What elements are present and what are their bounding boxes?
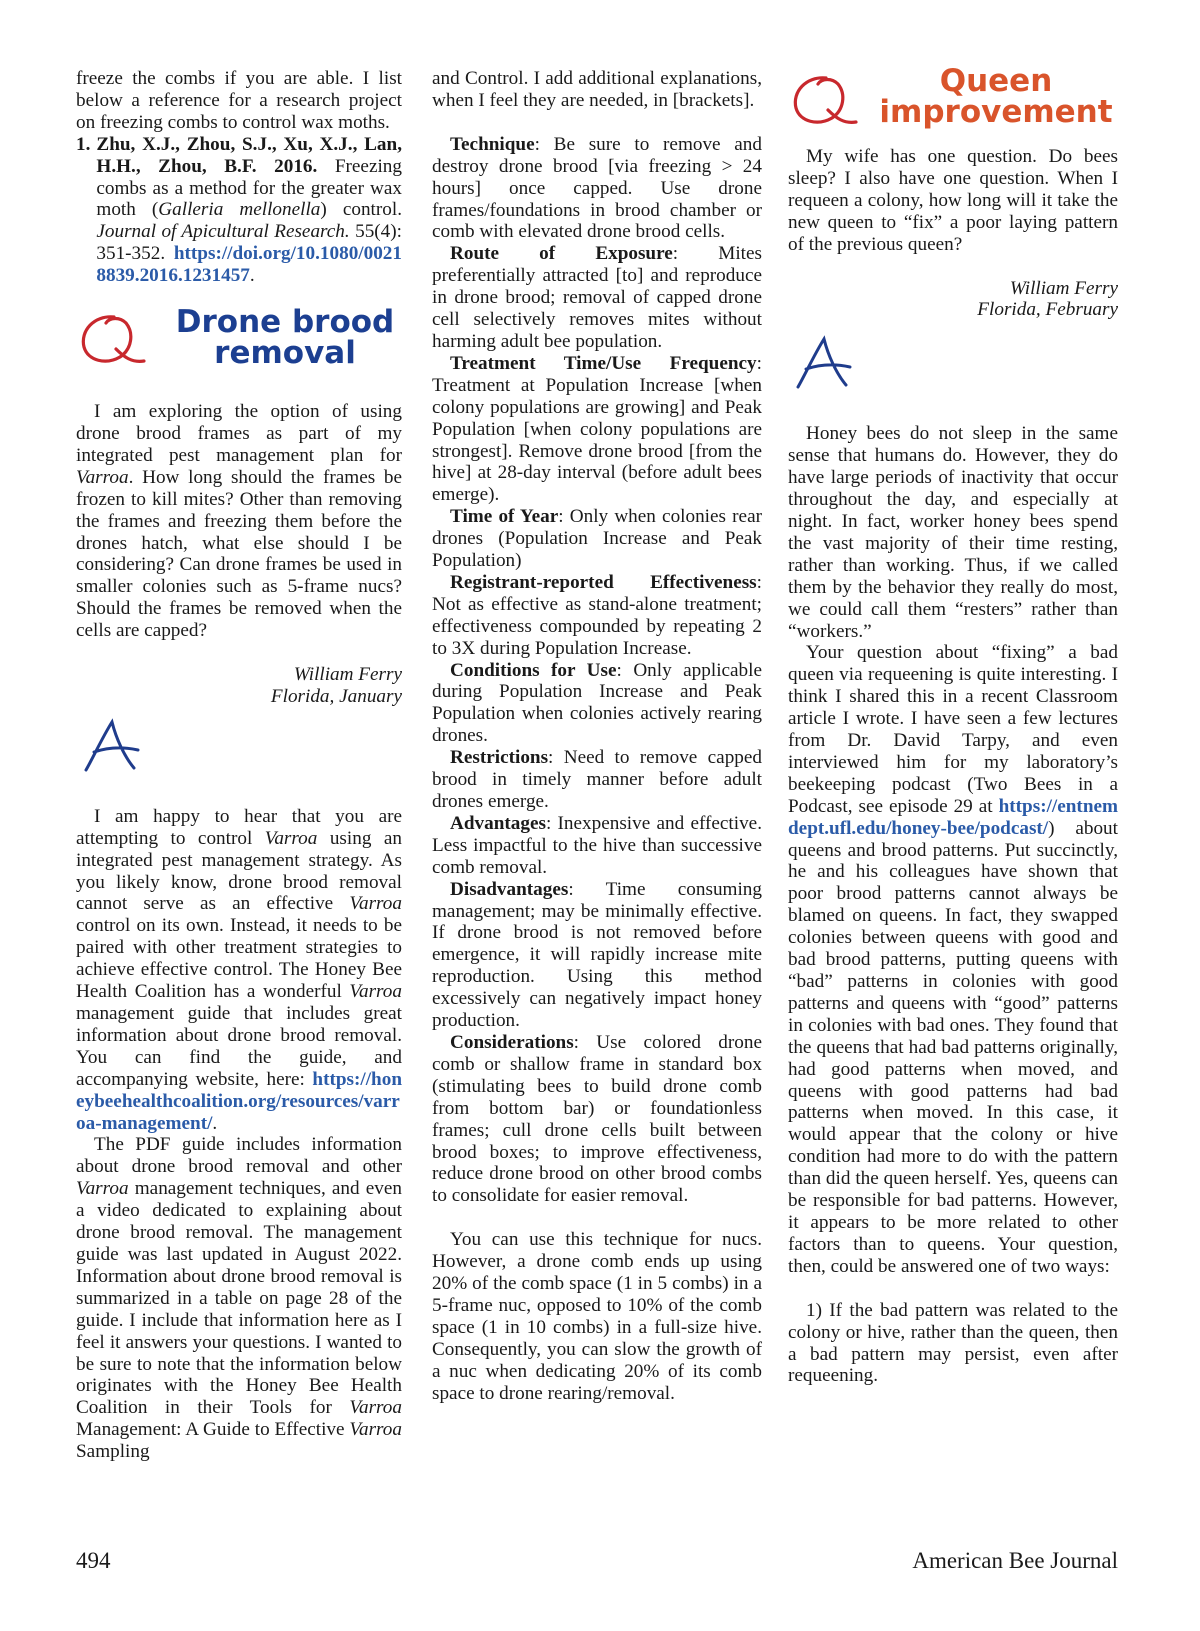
reference-details: 55(4): 351-352. xyxy=(96,221,402,265)
management-entry xyxy=(432,1032,762,1207)
entry-text: : Only when colonies rear drones (Population Increase and Peak Population) xyxy=(432,506,762,572)
management-entry xyxy=(432,506,762,572)
answer-header-queen xyxy=(788,333,1118,403)
answer-header-drone xyxy=(76,716,402,786)
management-entry xyxy=(432,572,762,660)
varroa-term: Varroa xyxy=(349,981,402,1003)
reference-end: . xyxy=(249,265,255,287)
reference-species: Galleria mellonella xyxy=(158,199,321,221)
reference-body xyxy=(96,134,402,287)
entry-text: : Mites preferentially attracted [to] and reproduce in drone brood; removal of capped drone cell selectively removes mites without harming adult bee population. xyxy=(432,243,762,352)
entry-label: Time of Year xyxy=(450,506,559,528)
entry-text: : Use colored drone comb or shallow frame in standard box (stimulating bees to build drone comb from bottom bar) or foundationless frames; cull drone cells built between brood boxes; to improve effectiveness, reduce drone brood on other brood combs to consolidate for easier removal. xyxy=(432,1031,762,1207)
answer-paragraph-2 xyxy=(76,1134,402,1463)
question-title-queen: Queen improvement xyxy=(879,63,1113,130)
management-entry xyxy=(432,134,762,244)
management-entry xyxy=(432,353,762,506)
entry-label: Registrant-reported Effectiveness xyxy=(450,571,757,593)
answer-queen-p2-b: ) about queens and brood patterns. Put succinctly, he and his colleagues have shown that poor brood patterns cannot always be blamed on queens. In fact, they swapped colonies between queens with good and bad brood patterns, putting queens with “bad” patterns in colonies with good patterns and queens with “good” patterns in colonies with bad ones. They found that the queens that had bad patterns originally, had good patterns when moved, and queens with good patterns had bad patterns when moved. In this case, it would appear that the colony or hive condition had more to do with the pattern than did the queen herself. Yes, queens can be responsible for bad patterns. However, it appears to be more related to other factors than to queens. Your question, then, could be answered one of two ways: xyxy=(788,817,1118,1277)
q-letter-icon xyxy=(76,309,148,371)
question-text-queen: My wife has one question. Do bees sleep? I also have one question. When I requeen a colony, how long will it take the new queen to “fix” a poor laying pattern of the previous queen? xyxy=(788,146,1118,255)
answer-queen-paragraph-2 xyxy=(788,642,1118,1277)
answer-queen-paragraph-3: 1) If the bad pattern was related to the colony or hive, rather than the queen, then a bad pattern may persist, even after requeening. xyxy=(788,1299,1118,1387)
answer-p1-e: . xyxy=(212,1112,218,1134)
answer-p1-b: using an integrated pest management strategy. As you likely know, drone brood removal cannot serve as an effective xyxy=(76,827,402,915)
entry-text: : Only applicable during Population Increase and Peak Population when colonies actively rearing drones. xyxy=(432,659,762,747)
question-drone-part1: I am exploring the option of using drone brood frames as part of my integrated pest management plan for xyxy=(76,401,402,466)
signature-name: William Ferry xyxy=(293,664,402,686)
signature-place: Florida, February xyxy=(977,299,1118,321)
entry-label: Considerations xyxy=(450,1031,574,1053)
varroa-term: Varroa xyxy=(349,1419,402,1441)
page-number: 494 xyxy=(76,1548,111,1573)
hbhc-link[interactable]: https://honeybeehealthcoalition.org/resources/varroa-management/ xyxy=(76,1068,402,1134)
entry-text: : Not as effective as stand-alone treatment; effectiveness compounded by repeating 2 to 3X during Population Increase. xyxy=(432,571,762,659)
question-header-queen xyxy=(788,63,1118,136)
varroa-term: Varroa xyxy=(349,893,402,915)
varroa-term: Varroa xyxy=(76,1178,129,1200)
answer-queen-paragraph-1: Honey bees do not sleep in the same sense that humans do. However, they do have large periods of inactivity that occur throughout the day, and especially at night. In fact, worker honey bees spend the vast majority of their time resting, rather than working. Thus, if we called them by the behavior they really do most, we could call them “resters” rather than “workers.” xyxy=(788,423,1118,642)
answer-p2-c: Management: A Guide to Effective xyxy=(76,1419,350,1441)
reference-authors: Zhu, X.J., Zhou, S.J., Xu, X.J., Lan, H.H., Zhou, B.F. 2016. xyxy=(96,133,402,177)
management-entry xyxy=(432,813,762,879)
answer-p2-d: Sampling xyxy=(76,1441,150,1463)
question-header-drone xyxy=(76,301,402,383)
varroa-term: Varroa xyxy=(264,827,318,849)
entry-label: Disadvantages xyxy=(450,878,569,900)
column-1 xyxy=(76,68,402,1463)
answer-p1-a: I am happy to hear that you are attempting to control xyxy=(76,805,402,849)
management-entry xyxy=(432,243,762,353)
varroa-term: Varroa xyxy=(349,1397,402,1419)
entry-label: Restrictions xyxy=(450,747,549,769)
management-entry xyxy=(432,879,762,1032)
reference-journal: Journal of Apicultural Research. xyxy=(96,221,350,243)
col2-closing: You can use this technique for nucs. However, a drone comb ends up using 20% of the comb space (1 in 5 combs) in a 5-frame nuc, opposed to 10% of the comb space (1 in 10 combs) in a full-size hive. Consequently, you can slow the growth of a nuc when dedicating 20% of its comb space to drone rearing/removal. xyxy=(432,1229,762,1404)
answer-queen-p2-a: Your question about “fixing” a bad queen via requeening is quite interesting. I think I shared this in a recent Classroom article I wrote. I have seen a few lectures from Dr. David Tarpy, and even interviewed him for my laboratory’s beekeeping podcast (Two Bees in a Podcast, see episode 29 at xyxy=(788,642,1118,817)
column-2 xyxy=(432,68,762,1404)
signature-place: Florida, January xyxy=(270,685,402,707)
question-text-drone xyxy=(76,401,402,642)
reference-item xyxy=(76,134,402,287)
podcast-link[interactable]: https://entnemdept.ufl.edu/honey-bee/podcast/ xyxy=(788,795,1118,839)
management-entries xyxy=(432,134,762,1207)
entry-text: : Time consuming management; may be minimally effective. If drone brood is not removed before emergence, it will rapidly increase mite reproduction. Using this method excessively can negatively impact honey production. xyxy=(432,878,762,1032)
reference-doi-link[interactable]: https://doi.org/10.1080/00218839.2016.1231457 xyxy=(96,243,402,287)
a-letter-icon xyxy=(80,716,142,776)
entry-text: : Be sure to remove and destroy drone brood [via freezing > 24 hours] once capped. Use drone frames/foundations in brood chamber or comb with elevated drone brood cells. xyxy=(432,133,762,243)
entry-text: : Inexpensive and effective. Less impactful to the hive than successive comb removal. xyxy=(432,812,762,878)
entry-label: Route of Exposure xyxy=(450,243,673,265)
entry-text: : Need to remove capped brood in timely manner before adult drones emerge. xyxy=(432,747,762,812)
a-letter-icon xyxy=(792,333,854,393)
answer-p2-b: management techniques, and even a video dedicated to explaining about drone brood removal. The management guide was last updated in August 2022. Information about drone brood removal is summarized in a table on page 28 of the guide. I include that information here as I feel it answers your questions. I wanted to be sure to note that the information below originates with the Honey Bee Health Coalition in their Tools for xyxy=(76,1178,402,1419)
entry-label: Advantages xyxy=(450,812,546,834)
answer-paragraph-1 xyxy=(76,806,402,1135)
reference-title-b: ) control. xyxy=(320,199,402,221)
signature-name: William Ferry xyxy=(1009,277,1118,299)
entry-label: Conditions for Use xyxy=(450,659,617,681)
question-title-drone: Drone brood removal xyxy=(175,304,395,372)
intro-text: freeze the combs if you are able. I list below a reference for a research project on freezing combs to control wax moths. xyxy=(76,68,402,133)
reference-title-a: Freezing combs as a method for the greater wax moth ( xyxy=(96,155,402,221)
reference-number: 1. xyxy=(76,133,91,155)
entry-label: Treatment Time/Use Frequency xyxy=(450,352,757,374)
entry-label: Technique xyxy=(450,133,535,155)
col2-intro: and Control. I add additional explanations, when I feel they are needed, in [brackets]. xyxy=(432,68,762,111)
column-3 xyxy=(788,63,1118,1387)
answer-p1-c: control on its own. Instead, it needs to be paired with other treatment strategies to achieve effective control. The Honey Bee Health Coalition has a wonderful xyxy=(76,915,402,1003)
answer-p1-d: management guide that includes great information about drone brood removal. You can find the guide, and accompanying website, here: xyxy=(76,1003,402,1090)
management-entry xyxy=(432,747,762,813)
entry-text: : Treatment at Population Increase [when colony populations are growing] and Peak Population [when colony populations are strongest]. Remove drone brood [from the hive] at 28-day interval (before adult bees emerge). xyxy=(432,352,762,506)
varroa-term: Varroa xyxy=(76,466,129,488)
journal-name: American Bee Journal xyxy=(912,1548,1118,1573)
q-letter-icon xyxy=(788,70,860,132)
answer-p2-a: The PDF guide includes information about drone brood removal and other xyxy=(76,1134,402,1178)
management-entry xyxy=(432,660,762,748)
question-drone-part2: . How long should the frames be frozen to kill mites? Other than removing the frames and freezing them before the drones hatch, what else should I be considering? Can drone frames be used in smaller colonies such as 5-frame nucs? Should the frames be removed when the cells are capped? xyxy=(76,466,402,642)
